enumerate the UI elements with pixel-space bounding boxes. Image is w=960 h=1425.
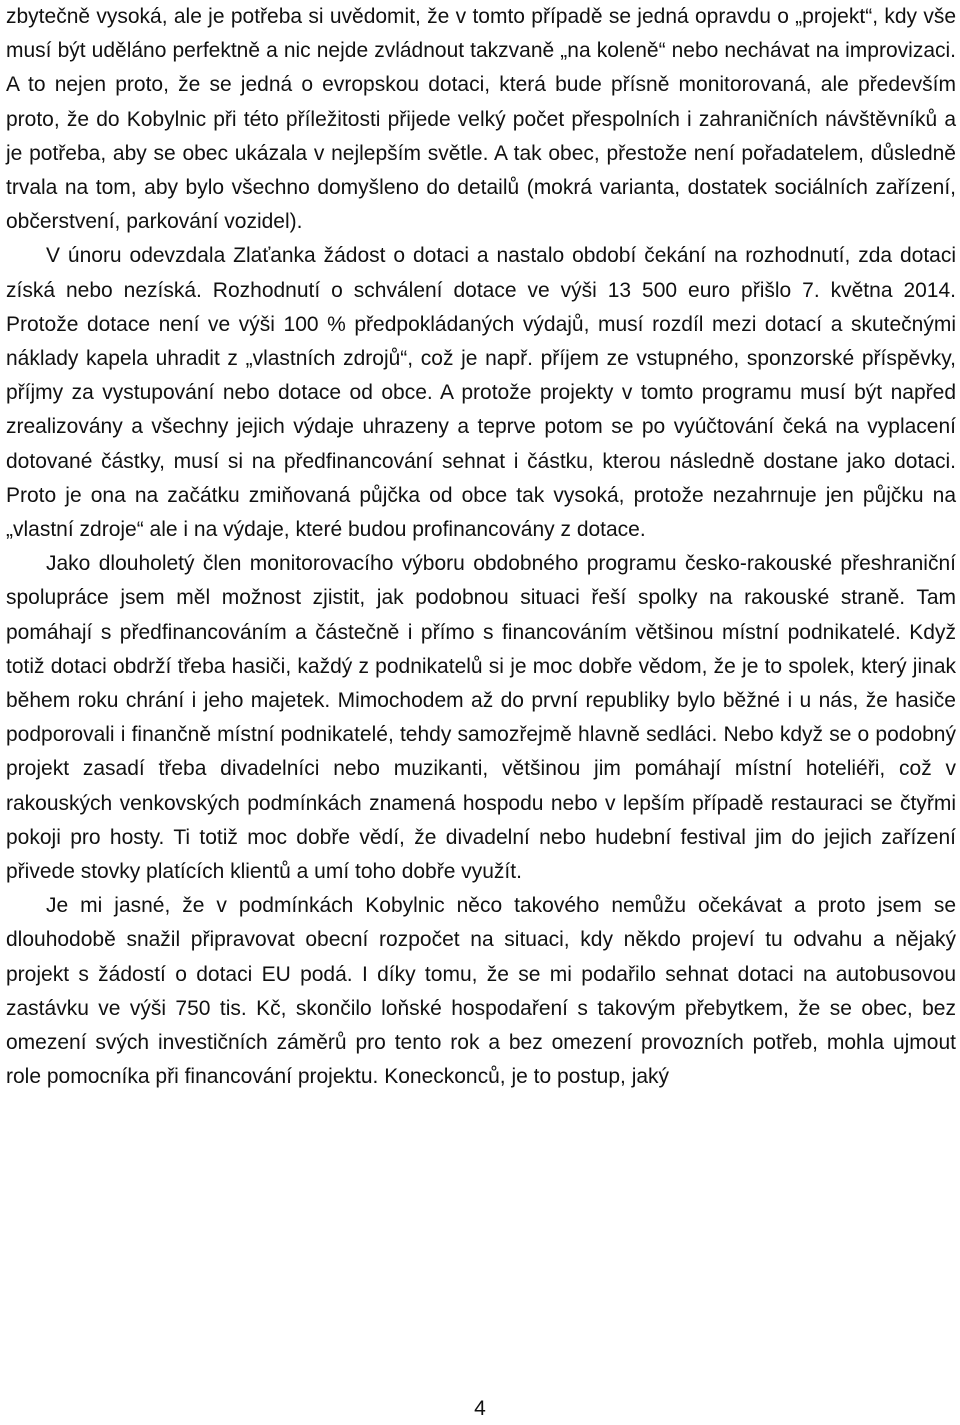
document-page [6,0,956,1095]
page-number: 4 [474,1397,486,1420]
paragraph-continuation: zbytečně vysoká, ale je potřeba si uvědomit, že v tomto případě se jedná opravdu o „projekt“, kdy vše musí být uděláno perfektně a nic nejde zvládnout takzvaně „na koleně“ nebo nechávat na improvizaci. A to nejen proto, že se jedná o evropskou dotaci, která bude přísně monitorovaná, ale především proto, že do Kobylnic při této příležitosti přijede velký počet přespolních i zahraničních návštěvníků a je potřeba, aby se obec ukázala v nejlepším světle. A tak obec, přestože není pořadatelem, důsledně trvala na tom, aby bylo všechno domyšleno do detailů (mokrá varianta, dostatek sociálních zařízení, občerstvení, parkování vozidel). [6,5,956,234]
paragraph-grant-application: V únoru odevzdala Zlaťanka žádost o dotaci a nastalo období čekání na rozhodnutí, zda dotaci získá nebo nezíská. Rozhodnutí o schválení dotace ve výši 13 500 euro přišlo 7. května 2014. Protože dotace není ve výši 100 % předpokládaných výdajů, musí rozdíl mezi dotací a skutečnými náklady kapela uhradit z „vlastních zdrojů“, což je např. příjem ze vstupného, sponzorské příspěvky, příjmy za vystupování nebo dotace od obce. A protože projekty v tomto programu musí být napřed zrealizovány a všechny jejich výdaje uhrazeny a teprve potom se po vyúčtování čeká na vyplacení dotované částky, musí si na předfinancování sehnat i částku, kterou následně dostane jako dotaci. Proto je ona na začátku zmiňovaná půjčka od obce tak vysoká, protože nezahrnuje jen půjčku na „vlastní zdroje“ ale i na výdaje, které budou profinancovány z dotace. [6,244,956,542]
paragraph-kobylnice-budget: Je mi jasné, že v podmínkách Kobylnic něco takového nemůžu očekávat a proto jsem se dlouhodobě snažil připravovat obecní rozpočet na situaci, kdy někdo projeví tu odvahu a nějaký projekt s žádostí o dotaci EU podá. I díky tomu, že se mi podařilo sehnat dotaci na autobusovou zastávku ve výši 750 tis. Kč, skončilo loňské hospodaření s takovým přebytkem, že se obec, bez omezení svých investičních záměrů pro tento rok a bez omezení provozních potřeb, mohla ujmout role pomocníka při financování projektu. Koneckonců, je to postup, jaký [6,894,956,1089]
paragraph-austrian-comparison: Jako dlouholetý člen monitorovacího výboru obdobného programu česko-rakouské přeshraniční spolupráce jsem měl možnost zjistit, jak podobnou situaci řeší spolky na rakouské straně. Tam pomáhají s předfinancováním a částečně i přímo s financováním většinou místní podnikatelé. Když totiž dotaci obdrží třeba hasiči, každý z podnikatelů si je moc dobře vědom, že je to spolek, který jinak během roku chrání i jeho majetek. Mimochodem až do první republiky bylo běžné i u nás, že hasiče podporovali i finančně místní podnikatelé, tehdy samozřejmě hlavně sedláci. Nebo když se o podobný projekt zasadí třeba divadelníci nebo muzikanti, většinou jim pomáhají místní hoteliéři, což v rakouských venkovských podmínkách znamená hospodu nebo v lepším případě restauraci se čtyřmi pokoji pro hosty. Ti totiž moc dobře vědí, že divadelní nebo hudební festival jim do jejich zařízení přivede stovky platících klientů a umí toho dobře využít. [6,552,956,884]
